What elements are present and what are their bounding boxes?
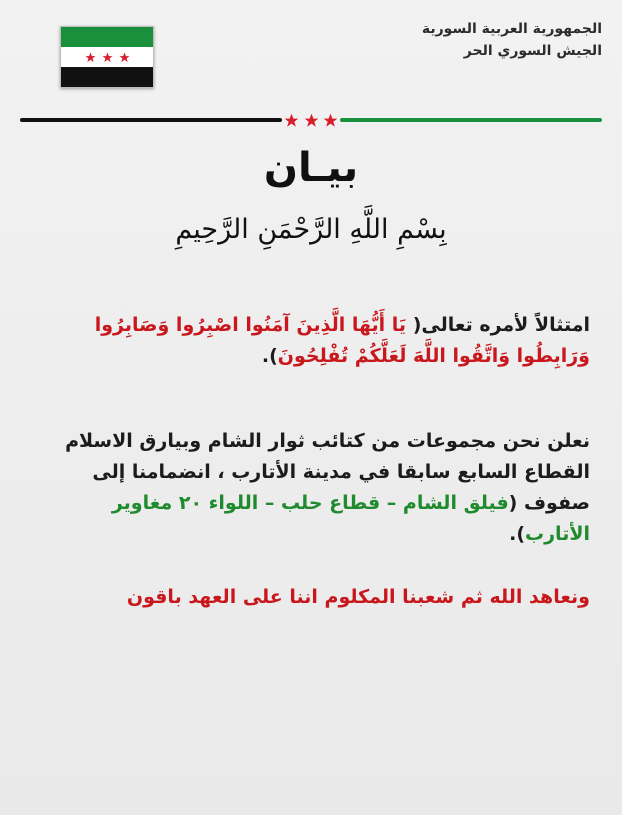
- paragraph-announcement: [34, 426, 590, 550]
- red-star-icon: [323, 113, 338, 128]
- header-line-republic: الجمهورية العربية السورية: [421, 21, 602, 37]
- flag-green-stripe: [61, 27, 153, 47]
- close-paren: ).: [261, 345, 278, 367]
- quran-verse: يَا أَيُّهَا الَّذِينَ آمَنُوا اصْبِرُوا وَصَابِرُوا وَرَابِطُوا وَاتَّقُوا اللَّهَ لَعَلَّكُمْ تُفْلِحُونَ: [94, 314, 590, 367]
- syrian-revolution-flag: [60, 26, 154, 88]
- red-star-icon: [304, 113, 319, 128]
- flag-black-stripe: [61, 67, 153, 87]
- divider-stars: [284, 110, 338, 130]
- paragraph-pledge: ونعاهد الله ثم شعبنا المكلوم اننا على العهد باقون: [126, 586, 590, 608]
- faction-name: فيلق الشام – قطاع حلب – اللواء ٢٠ مغاوير الأتارب: [111, 492, 590, 545]
- verse-intro: امتثالاً لأمره تعالى: [421, 314, 590, 336]
- red-star-icon: [85, 52, 96, 63]
- divider-black-bar: [20, 118, 282, 122]
- red-star-icon: [119, 52, 130, 63]
- header-line-army: الجيش السوري الحر: [463, 43, 602, 59]
- basmala: بِسْمِ اللَّهِ الرَّحْمَنِ الرَّحِيمِ: [175, 214, 447, 245]
- paragraph-verse: [34, 310, 590, 372]
- page-title: بيـان: [263, 145, 359, 191]
- divider-green-bar: [340, 118, 602, 122]
- announcement-text: نعلن نحن مجموعات من كتائب ثوار الشام وبيارق الاسلام القطاع السابع سابقا في مدينة الأتارب ، انضمامنا إلى صفوف: [65, 430, 590, 514]
- flag-white-stripe: [61, 47, 153, 67]
- close-paren: ).: [509, 523, 526, 545]
- open-paren: (: [508, 492, 518, 514]
- red-star-icon: [102, 52, 113, 63]
- header-text: [342, 18, 602, 62]
- open-paren: (: [406, 314, 422, 336]
- header-divider: [20, 110, 602, 130]
- red-star-icon: [284, 113, 299, 128]
